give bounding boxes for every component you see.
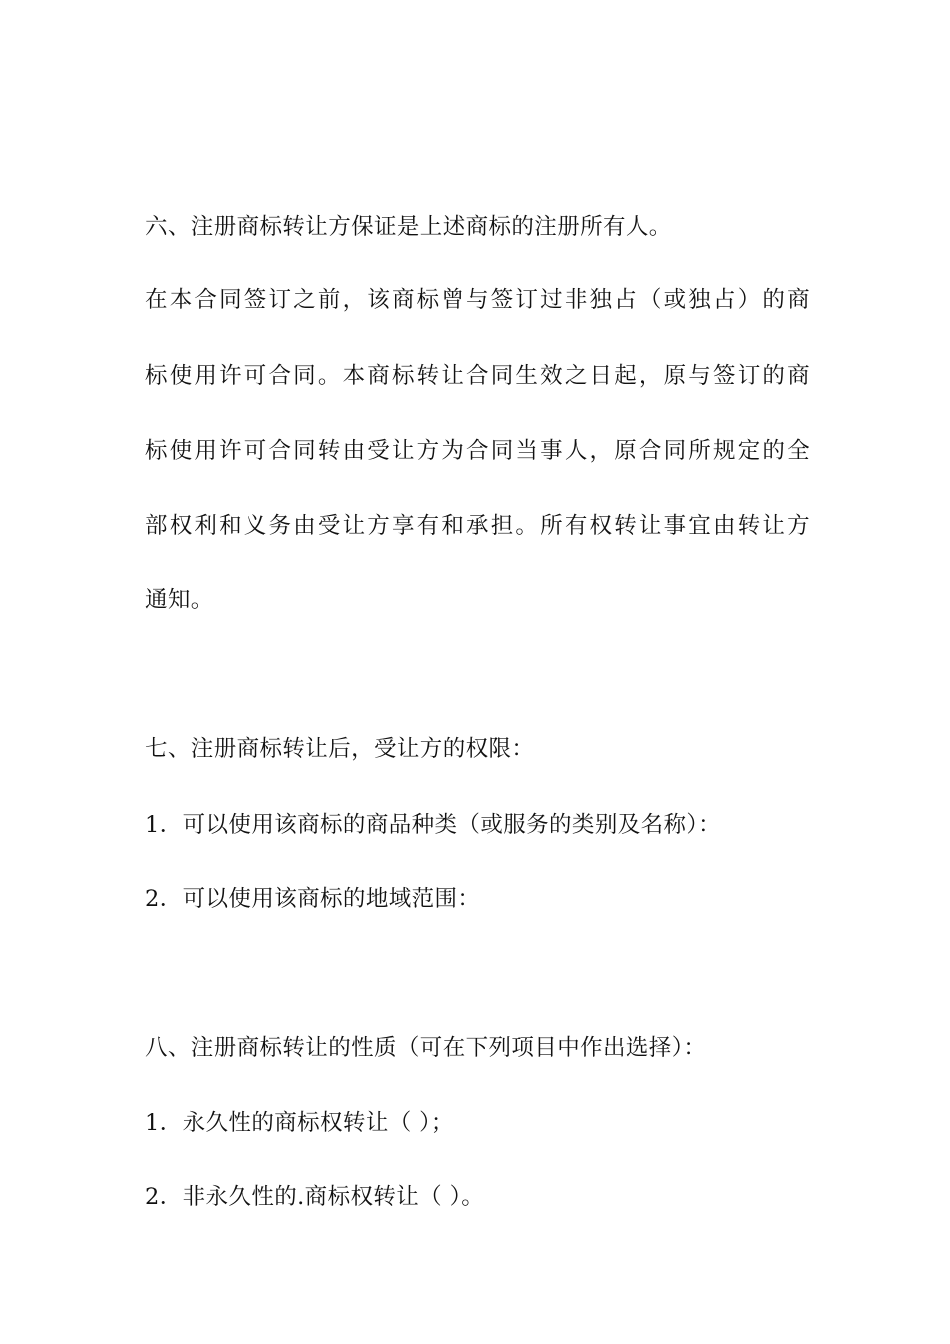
section-8-list-item: 2．非永久性的.商标权转让（ ）。 [145, 1184, 485, 1210]
section-6-paragraph-line: 通知。 [145, 587, 214, 613]
section-6-paragraph-line: 部权利和义务由受让方享有和承担。所有权转让事宜由转让方 [145, 513, 810, 539]
section-6-paragraph-line: 标使用许可合同转由受让方为合同当事人，原合同所规定的全 [145, 438, 810, 464]
section-6-paragraph-line: 在本合同签订之前，该商标曾与签订过非独占（或独占）的商 [145, 287, 810, 313]
section-8-list-item: 1．永久性的商标权转让（ ）； [145, 1110, 454, 1136]
section-8-heading: 八、注册商标转让的性质（可在下列项目中作出选择）： [145, 1035, 707, 1061]
section-6-paragraph-line: 标使用许可合同。本商标转让合同生效之日起，原与签订的商 [145, 363, 810, 389]
section-7-list-item: 1．可以使用该商标的商品种类（或服务的类别及名称）： [145, 812, 721, 838]
section-7-heading: 七、注册商标转让后，受让方的权限： [145, 736, 535, 762]
section-7-list-item: 2．可以使用该商标的地域范围： [145, 886, 481, 912]
section-6-heading: 六、注册商标转让方保证是上述商标的注册所有人。 [145, 214, 672, 240]
